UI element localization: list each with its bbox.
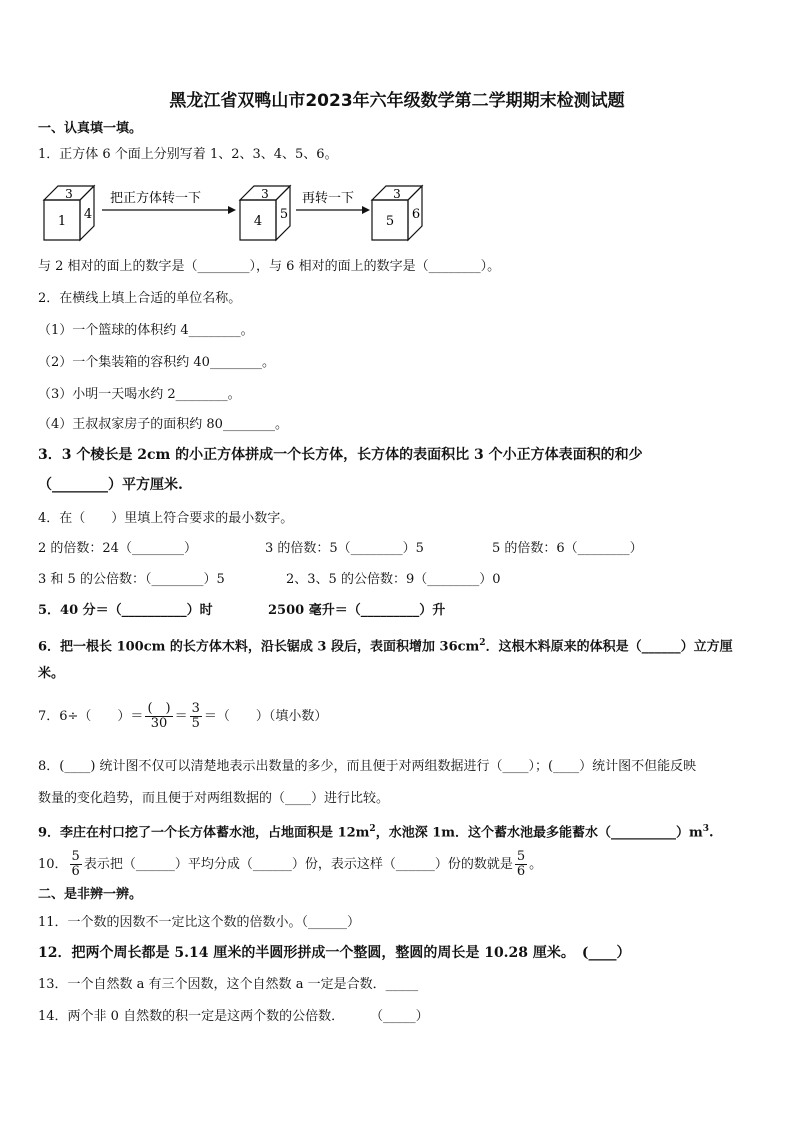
cube-rotation-figure bbox=[40, 178, 440, 246]
cube-1-side-number: 4 bbox=[83, 207, 93, 222]
question-12: 12．把两个周长都是 5.14 厘米的半圆形拼成一个整圆，整圆的周长是 10.28 厘米。 (____） bbox=[38, 945, 631, 961]
question-11: 11．一个数的因数不一定比这个数的倍数小。（______） bbox=[38, 915, 361, 930]
page-title: 黑龙江省双鸭山市2023年六年级数学第二学期期末检测试题 bbox=[169, 91, 625, 111]
question-7 bbox=[38, 702, 327, 732]
question-13: 13．一个自然数 a 有三个因数，这个自然数 a 一定是合数．_____ bbox=[38, 977, 419, 992]
question-2-text: 2．在横线上填上合适的单位名称。 bbox=[38, 291, 242, 306]
fraction-denominator: 30 bbox=[150, 716, 168, 731]
question-5-part: 5．40 分＝（__________）时 bbox=[38, 603, 213, 618]
fraction-denominator: 5 bbox=[191, 716, 200, 731]
question-2-item: （2）一个集装箱的容积约 40________。 bbox=[38, 355, 275, 370]
cube-1-top-number: 3 bbox=[65, 187, 73, 201]
question-7-fraction-1 bbox=[145, 702, 172, 731]
question-10-fraction-2 bbox=[515, 850, 527, 879]
fraction-denominator: 6 bbox=[71, 864, 80, 879]
fraction-numerator: 3 bbox=[191, 701, 200, 716]
cube-2-side-number: 5 bbox=[279, 207, 289, 222]
equals-sign: ＝ bbox=[174, 709, 188, 724]
cube-3-side-number: 6 bbox=[411, 207, 421, 222]
fraction-numerator: 5 bbox=[71, 849, 80, 864]
question-1-prompt: 与 2 相对的面上的数字是（________），与 6 相对的面上的数字是（________）。 bbox=[38, 259, 501, 274]
question-9-text-b: ，水池深 1m．这个蓄水池最多能蓄水（__________）m bbox=[375, 825, 703, 841]
fraction-numerator: 5 bbox=[516, 849, 526, 864]
question-10-fraction-1 bbox=[70, 850, 82, 879]
question-10 bbox=[38, 850, 542, 880]
fraction-denominator: 6 bbox=[516, 864, 526, 879]
question-7-prefix: 7．6÷（ ）＝ bbox=[38, 709, 144, 724]
question-5-part: 2500 毫升＝（_________）升 bbox=[268, 603, 446, 618]
question-10-end: 。 bbox=[529, 857, 543, 872]
question-10-middle: 表示把（______）平均分成（______）份，表示这样（______）份的数就是 bbox=[83, 857, 513, 872]
cube-2-top-number: 3 bbox=[261, 187, 269, 201]
fraction-numerator: ( ) bbox=[147, 701, 171, 716]
arrow-1-label: 把正方体转一下 bbox=[110, 191, 202, 206]
arrow-2-label: 再转一下 bbox=[302, 191, 355, 206]
question-9-text-c: . bbox=[709, 825, 714, 841]
question-4-item: 3 和 5 的公倍数：（________）5 bbox=[38, 572, 225, 587]
question-6-text-a: 6．把一根长 100cm 的长方体木料，沿长锯成 3 段后，表面积增加 36cm bbox=[38, 639, 480, 655]
question-6-line-1 bbox=[38, 634, 733, 656]
question-4-item: 3 的倍数：5（________）5 bbox=[265, 541, 424, 556]
cube-1-front-number: 1 bbox=[57, 214, 67, 229]
question-4-item: 2 的倍数：24（________） bbox=[38, 541, 197, 556]
question-4-item: 2、3、5 的公倍数：9（________）0 bbox=[286, 572, 501, 587]
question-3-line-2: （________）平方厘米. bbox=[38, 477, 183, 493]
question-1-text: 1．正方体 6 个面上分别写着 1、2、3、4、5、6。 bbox=[38, 147, 338, 162]
question-3-line-1: 3．3 个棱长是 2cm 的小正方体拼成一个长方体，长方体的表面积比 3 个小正方体表面积的和少 bbox=[38, 447, 643, 463]
question-8-line-1: 8．(____) 统计图不仅可以清楚地表示出数量的多少，而且便于对两组数据进行（____）；(____）统计图不但能反映 bbox=[38, 759, 697, 774]
square-unit-exponent: 2 bbox=[479, 638, 486, 648]
section-heading-judge: 二、是非辨一辨。 bbox=[38, 887, 143, 902]
question-2-item: （1）一个篮球的体积约 4________。 bbox=[38, 323, 254, 338]
question-7-fraction-2 bbox=[190, 702, 202, 731]
arrow-1-head bbox=[228, 206, 236, 214]
question-9 bbox=[38, 820, 714, 842]
arrow-2-head bbox=[362, 206, 370, 214]
question-9-text-a: 9．李庄在村口挖了一个长方体蓄水池，占地面积是 12m bbox=[38, 825, 370, 841]
square-unit-exponent: 2 bbox=[369, 824, 376, 834]
question-2-item: （3）小明一天喝水约 2________。 bbox=[38, 387, 241, 402]
question-14: 14．两个非 0 自然数的积一定是这两个数的公倍数． （_____） bbox=[38, 1009, 429, 1024]
question-7-suffix: ＝（ ）（填小数） bbox=[203, 709, 328, 724]
question-8-line-2: 数量的变化趋势，而且便于对两组数据的（____）进行比较。 bbox=[38, 791, 390, 806]
question-6-line-2: 米。 bbox=[38, 666, 65, 681]
question-2-item: （4）王叔叔家房子的面积约 80________。 bbox=[38, 417, 288, 432]
cubic-unit-exponent: 3 bbox=[702, 824, 710, 834]
question-6-text-b: ．这根木料原来的体积是（______）立方厘 bbox=[485, 639, 733, 655]
question-4-text: 4．在（ ）里填上符合要求的最小数字。 bbox=[38, 511, 294, 526]
cube-3-top-number: 3 bbox=[393, 187, 401, 201]
cube-3-front-number: 5 bbox=[385, 214, 395, 229]
cube-2-front-number: 4 bbox=[253, 214, 263, 229]
question-4-item: 5 的倍数：6（________） bbox=[492, 541, 643, 556]
question-10-number: 10． bbox=[38, 857, 68, 872]
section-heading-fill: 一、认真填一填。 bbox=[38, 121, 143, 136]
